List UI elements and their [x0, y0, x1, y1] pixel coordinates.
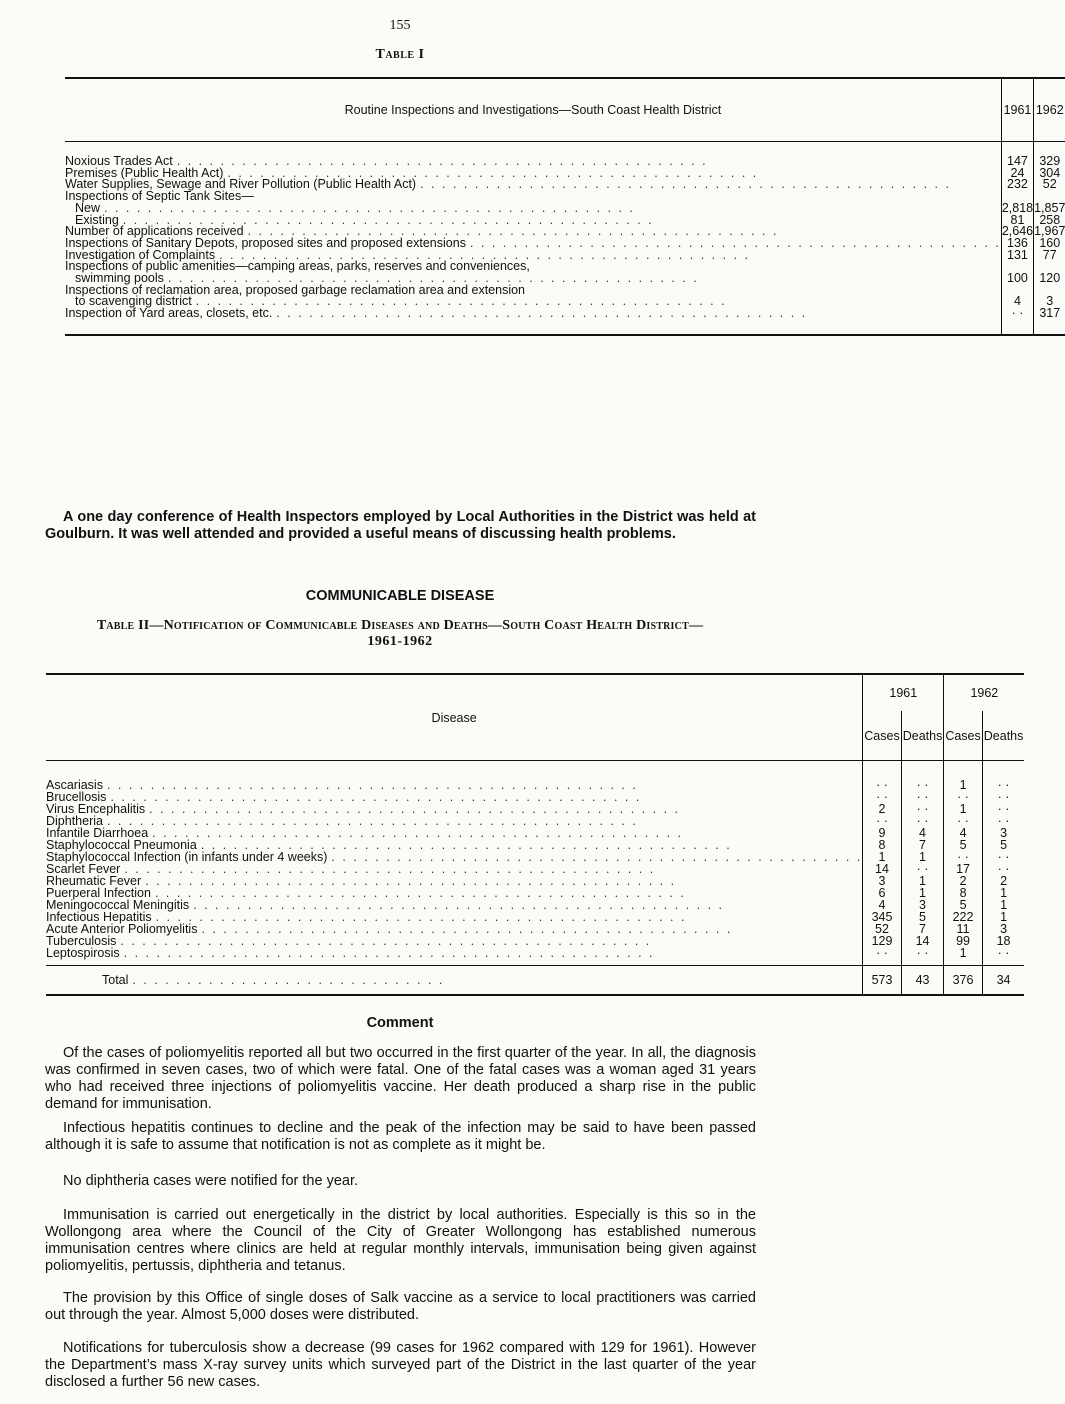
deaths-1961: 7 — [901, 839, 944, 851]
disease-name: Puerperal Infection — [46, 886, 151, 900]
cases-1962: 222 — [944, 911, 982, 923]
cases-1961: 1 — [863, 851, 901, 863]
comment-paragraph-6: Notifications for tuberculosis show a decrease (99 cases for 1962 compared with 129 for 1961). However the Department’s mass X-ray survey units which surveyed part of the District in the last quarter of the year disclosed a further 56 new cases. — [45, 1340, 756, 1390]
deaths-1961: 1 — [901, 851, 944, 863]
table-2-caption-line-2: 1961-1962 — [367, 634, 433, 649]
table-2-header-1962: 1962 — [944, 674, 1025, 711]
disease-name: Ascariasis — [46, 778, 103, 792]
cases-1962: 2 — [944, 875, 982, 887]
cases-1962: 1 — [944, 761, 982, 792]
row-label: Premises (Public Health Act) — [65, 165, 224, 180]
communicable-diseases-table — [46, 673, 1024, 996]
value-1961: 2,646 — [1001, 224, 1034, 239]
value-1961: 24 — [1001, 168, 1033, 180]
cases-1961: 4 — [863, 899, 901, 911]
cases-1962: 99 — [944, 935, 982, 947]
cases-1962: 11 — [944, 923, 982, 935]
value-1962: 120 — [1034, 273, 1065, 285]
comment-heading: Comment — [366, 1015, 434, 1031]
disease-name: Infectious Hepatitis — [46, 910, 152, 924]
table-row: Staphylococcal Pneumonia . . . . . . . . . . . . . . . . . . . . . . . . . . . . . . . . . . . . . . . . . . . . . . . . . 8 7 5 5 — [46, 839, 1024, 851]
cases-1961: 345 — [863, 911, 901, 923]
disease-name: Meningococcal Meningitis — [46, 898, 190, 912]
table-row: Diphtheria . . . . . . . . . . . . . . . . . . . . . . . . . . . . . . . . . . . . . . . . . . . . . . . . . · · · · · · · · — [46, 815, 1024, 827]
table-row: Premises (Public Health Act) . . . . . . . . . . . . . . . . . . . . . . . . . . . . . . . . . . . . . . . . . . . . . . . . . 24 304 — [65, 168, 1065, 180]
table-row: Virus Encephalitis . . . . . . . . . . . . . . . . . . . . . . . . . . . . . . . . . . . . . . . . . . . . . . . . . 2 · · 1 · · — [46, 803, 1024, 815]
table-row: Ascariasis . . . . . . . . . . . . . . . . . . . . . . . . . . . . . . . . . . . . . . . . . . . . . . . . . · · · · 1 · · — [46, 761, 1024, 792]
value-1961: 131 — [1001, 250, 1033, 262]
value-1962: 317 — [1034, 308, 1065, 335]
table-1-header-label: Routine Inspections and Investigations—South Coast Health District — [65, 78, 1001, 142]
table-2-header-deaths-1962: Deaths — [982, 711, 1024, 761]
deaths-1961: 7 — [901, 923, 944, 935]
deaths-1961: · · — [901, 947, 944, 966]
value-1961: 232 — [1001, 179, 1033, 191]
row-label: Water Supplies, Sewage and River Pollution (Public Health Act) — [65, 177, 417, 192]
cases-1962: · · — [944, 791, 982, 803]
cases-1962: 5 — [944, 839, 982, 851]
cases-1961: 52 — [863, 923, 901, 935]
conference-paragraph: A one day conference of Health Inspectors employed by Local Authorities in the District was held at Goulburn. It was well attended and provided a useful means of discussing health problems. — [45, 509, 756, 542]
table-row: Inspections of Sanitary Depots, proposed sites and proposed extensions . . . . . . . . . . . . . . . . . . . . . . . . . . . . . . . . . . . . . . . . . . . . . . . . . 136 160 — [65, 238, 1065, 250]
cases-1961: · · — [863, 791, 901, 803]
comment-paragraph-4: Immunisation is carried out energetically in the district by local authorities. Especially is this so in the Wollongong area where the Council of the City of Greater Wollongong has established numerous immunisation centres where clinics are held at regular monthly intervals, immunisation being given against poliomyelitis, pertussis, diphtheria and tetanus. — [45, 1207, 756, 1274]
table-row: Acute Anterior Poliomyelitis . . . . . . . . . . . . . . . . . . . . . . . . . . . . . . . . . . . . . . . . . . . . . . . . . 52 7 11 3 — [46, 923, 1024, 935]
deaths-1962: 5 — [982, 839, 1024, 851]
total-label: Total — [102, 973, 129, 987]
table-row: Tuberculosis . . . . . . . . . . . . . . . . . . . . . . . . . . . . . . . . . . . . . . . . . . . . . . . . . 129 14 99 18 — [46, 935, 1024, 947]
deaths-1962: 1 — [982, 887, 1024, 899]
row-label: Inspections of Septic Tank Sites— — [65, 189, 254, 204]
cases-1961: 6 — [863, 887, 901, 899]
cases-1961: · · — [863, 947, 901, 966]
communicable-disease-heading: COMMUNICABLE DISEASE — [305, 588, 495, 604]
value-1962: 1,967 — [1034, 224, 1065, 239]
cases-1961: 129 — [863, 935, 901, 947]
deaths-1962: 1 — [982, 911, 1024, 923]
value-1962: 258 — [1034, 215, 1065, 227]
deaths-1962: · · — [982, 815, 1024, 827]
disease-name: Scarlet Fever — [46, 862, 121, 876]
deaths-1962: 1 — [982, 899, 1024, 911]
disease-name: Staphylococcal Pneumonia — [46, 838, 197, 852]
table-row: Brucellosis . . . . . . . . . . . . . . . . . . . . . . . . . . . . . . . . . . . . . . . . . . . . . . . . . · · · · · · · · — [46, 791, 1024, 803]
table-2-header-cases-1961: Cases — [863, 711, 901, 761]
table-row: Rheumatic Fever . . . . . . . . . . . . . . . . . . . . . . . . . . . . . . . . . . . . . . . . . . . . . . . . . 3 1 2 2 — [46, 875, 1024, 887]
deaths-1962: 18 — [982, 935, 1024, 947]
table-1-header-1962: 1962 — [1034, 78, 1065, 142]
deaths-1962: · · — [982, 791, 1024, 803]
cases-1962: 1 — [944, 947, 982, 966]
row-label: Noxious Trades Act — [65, 154, 173, 168]
disease-name: Brucellosis — [46, 790, 107, 804]
disease-name: Virus Encephalitis — [46, 802, 146, 816]
table-row: Infectious Hepatitis . . . . . . . . . . . . . . . . . . . . . . . . . . . . . . . . . . . . . . . . . . . . . . . . . 345 5 222 1 — [46, 911, 1024, 923]
deaths-1962: · · — [982, 803, 1024, 815]
deaths-1961: 1 — [901, 875, 944, 887]
deaths-1962: · · — [982, 851, 1024, 863]
table-row: swimming pools . . . . . . . . . . . . . . . . . . . . . . . . . . . . . . . . . . . . . . . . . . . . . . . . . 100 120 — [65, 273, 1065, 285]
row-label: Inspections of reclamation area, proposed garbage reclamation area and extension — [65, 282, 526, 297]
row-label: Inspections of public amenities—camping areas, parks, reserves and conveniences, — [65, 259, 530, 274]
deaths-1961: · · — [901, 815, 944, 827]
table-row: Infantile Diarrhoea . . . . . . . . . . . . . . . . . . . . . . . . . . . . . . . . . . . . . . . . . . . . . . . . . 9 4 4 3 — [46, 827, 1024, 839]
table-row: Scarlet Fever . . . . . . . . . . . . . . . . . . . . . . . . . . . . . . . . . . . . . . . . . . . . . . . . . 14 · · 17 · · — [46, 863, 1024, 875]
value-1962: 304 — [1034, 168, 1065, 180]
routine-inspections-table — [65, 77, 1065, 336]
disease-name: Staphylococcal Infection (in infants under 4 weeks) — [46, 850, 328, 864]
table-row: Staphylococcal Infection (in infants under 4 weeks) . . . . . . . . . . . . . . . . . . . . . . . . . . . . . . . . . . . . . . . . . . . . . . . . . 1 1 · · · · — [46, 851, 1024, 863]
page-number: 155 — [389, 18, 411, 33]
cases-1962: 4 — [944, 827, 982, 839]
disease-name: Tuberculosis — [46, 934, 117, 948]
table-row: Inspection of Yard areas, closets, etc. . . . . . . . . . . . . . . . . . . . . . . . . . . . . . . . . . . . . . . . . . . . . . . . . . · · 317 — [65, 308, 1065, 335]
value-1961: 147 — [1001, 142, 1033, 168]
disease-name: Leptospirosis — [46, 946, 120, 960]
deaths-1961: 1 — [901, 887, 944, 899]
deaths-1962: 3 — [982, 923, 1024, 935]
row-label: swimming pools — [75, 271, 164, 286]
table-row: Puerperal Infection . . . . . . . . . . . . . . . . . . . . . . . . . . . . . . . . . . . . . . . . . . . . . . . . . 6 1 8 1 — [46, 887, 1024, 899]
cases-1961: 14 — [863, 863, 901, 875]
deaths-1961: · · — [901, 761, 944, 792]
cases-1961: · · — [863, 761, 901, 792]
table-1-caption: Table I — [375, 47, 425, 62]
cases-1961: 8 — [863, 839, 901, 851]
deaths-1961: · · — [901, 791, 944, 803]
total-cases-1961: 573 — [863, 966, 901, 996]
total-cases-1962: 376 — [944, 966, 982, 996]
disease-name: Rheumatic Fever — [46, 874, 142, 888]
table-row: to scavenging district . . . . . . . . . . . . . . . . . . . . . . . . . . . . . . . . . . . . . . . . . . . . . . . . . 4 3 — [65, 296, 1065, 308]
table-2-total-row: Total . . . . . . . . . . . . . . . . . . . . . . . . . . . . . 573 43 376 34 — [46, 966, 1024, 996]
table-1-header-1961: 1961 — [1001, 78, 1033, 142]
deaths-1961: · · — [901, 863, 944, 875]
deaths-1962: 3 — [982, 827, 1024, 839]
comment-paragraph-5: The provision by this Office of single doses of Salk vaccine as a service to local practitioners was carried out through the year. Almost 5,000 doses were distributed. — [45, 1290, 756, 1323]
cases-1962: 5 — [944, 899, 982, 911]
deaths-1961: 14 — [901, 935, 944, 947]
cases-1962: 17 — [944, 863, 982, 875]
deaths-1962: 2 — [982, 875, 1024, 887]
table-row: Noxious Trades Act . . . . . . . . . . . . . . . . . . . . . . . . . . . . . . . . . . . . . . . . . . . . . . . . . 147 329 — [65, 142, 1065, 168]
value-1962: 52 — [1034, 179, 1065, 191]
cases-1961: 2 — [863, 803, 901, 815]
cases-1962: 8 — [944, 887, 982, 899]
cases-1962: · · — [944, 851, 982, 863]
table-2-header-deaths-1961: Deaths — [901, 711, 944, 761]
disease-name: Infantile Diarrhoea — [46, 826, 149, 840]
row-label: New — [75, 200, 101, 215]
table-row: Meningococcal Meningitis . . . . . . . . . . . . . . . . . . . . . . . . . . . . . . . . . . . . . . . . . . . . . . . . . 4 3 5 1 — [46, 899, 1024, 911]
comment-paragraph-2: Infectious hepatitis continues to decline and the peak of the infection may be said to have been passed although it is safe to assume that notification is not as complete as it might be. — [45, 1120, 756, 1153]
value-1962: 1,857 — [1034, 200, 1065, 215]
cases-1961: 9 — [863, 827, 901, 839]
deaths-1962: · · — [982, 761, 1024, 792]
deaths-1962: · · — [982, 863, 1024, 875]
comment-paragraph-1: Of the cases of poliomyelitis reported all but two occurred in the first quarter of the year. In all, the diagnosis was confirmed in seven cases, two of which were fatal. One of the fatal cases was a woman aged 31 years who had received three injections of poliomyelitis vaccine. Her death produced a sharp rise in the public demand for immunisation. — [45, 1045, 756, 1112]
table-2-header-disease: Disease — [46, 674, 863, 761]
comment-paragraph-3: No diphtheria cases were notified for the year. — [63, 1173, 358, 1189]
table-row: New . . . . . . . . . . . . . . . . . . . . . . . . . . . . . . . . . . . . . . . . . . . . . . . . . 2,818 1,857 — [75, 200, 1065, 215]
cases-1962: · · — [944, 815, 982, 827]
table-2-caption-line-1: Table II—Notification of Communicable Diseases and Deaths—South Coast Health District— — [96, 618, 704, 633]
deaths-1961: · · — [901, 803, 944, 815]
row-label: Inspections of Sanitary Depots, proposed sites and proposed extensions — [65, 235, 466, 250]
table-2-header-cases-1962: Cases — [944, 711, 982, 761]
cases-1962: 1 — [944, 803, 982, 815]
deaths-1961: 4 — [901, 827, 944, 839]
row-label: Inspection of Yard areas, closets, etc. — [65, 306, 273, 321]
value-1961: 81 — [1001, 215, 1033, 227]
row-label: Investigation of Complaints — [65, 247, 216, 262]
deaths-1961: 3 — [901, 899, 944, 911]
table-row: Water Supplies, Sewage and River Pollution (Public Health Act) . . . . . . . . . . . . . . . . . . . . . . . . . . . . . . . . . . . . . . . . . . . . . . . . . 232 52 — [65, 179, 1065, 191]
cases-1961: 3 — [863, 875, 901, 887]
deaths-1962: · · — [982, 947, 1024, 966]
row-label: to scavenging district — [75, 294, 192, 309]
value-1961: 100 — [1001, 273, 1033, 285]
total-deaths-1962: 34 — [982, 966, 1024, 996]
value-1962: 77 — [1034, 250, 1065, 262]
value-1962: 329 — [1034, 142, 1065, 168]
value-1961: 2,818 — [1001, 200, 1034, 215]
value-1962: 160 — [1034, 238, 1065, 250]
deaths-1961: 5 — [901, 911, 944, 923]
table-row: Investigation of Complaints . . . . . . . . . . . . . . . . . . . . . . . . . . . . . . . . . . . . . . . . . . . . . . . . . 131 77 — [65, 250, 1065, 262]
table-2-header-1961: 1961 — [863, 674, 944, 711]
table-row: Number of applications received . . . . . . . . . . . . . . . . . . . . . . . . . . . . . . . . . . . . . . . . . . . . . . . . . 2,646 1,967 — [65, 224, 1065, 239]
total-deaths-1961: 43 — [901, 966, 944, 996]
value-1961: 4 — [1001, 296, 1033, 308]
value-1962: 3 — [1034, 296, 1065, 308]
disease-name: Acute Anterior Poliomyelitis — [46, 922, 198, 936]
table-row: Existing . . . . . . . . . . . . . . . . . . . . . . . . . . . . . . . . . . . . . . . . . . . . . . . . . 81 258 — [65, 215, 1065, 227]
value-1961: · · — [1001, 308, 1033, 335]
value-1961: 136 — [1001, 238, 1033, 250]
row-label: Number of applications received — [65, 224, 244, 239]
table-row: Leptospirosis . . . . . . . . . . . . . . . . . . . . . . . . . . . . . . . . . . . . . . . . . . . . . . . . . · · · · 1 · · — [46, 947, 1024, 966]
cases-1961: · · — [863, 815, 901, 827]
row-label: Existing — [75, 212, 119, 227]
disease-name: Diphtheria — [46, 814, 103, 828]
